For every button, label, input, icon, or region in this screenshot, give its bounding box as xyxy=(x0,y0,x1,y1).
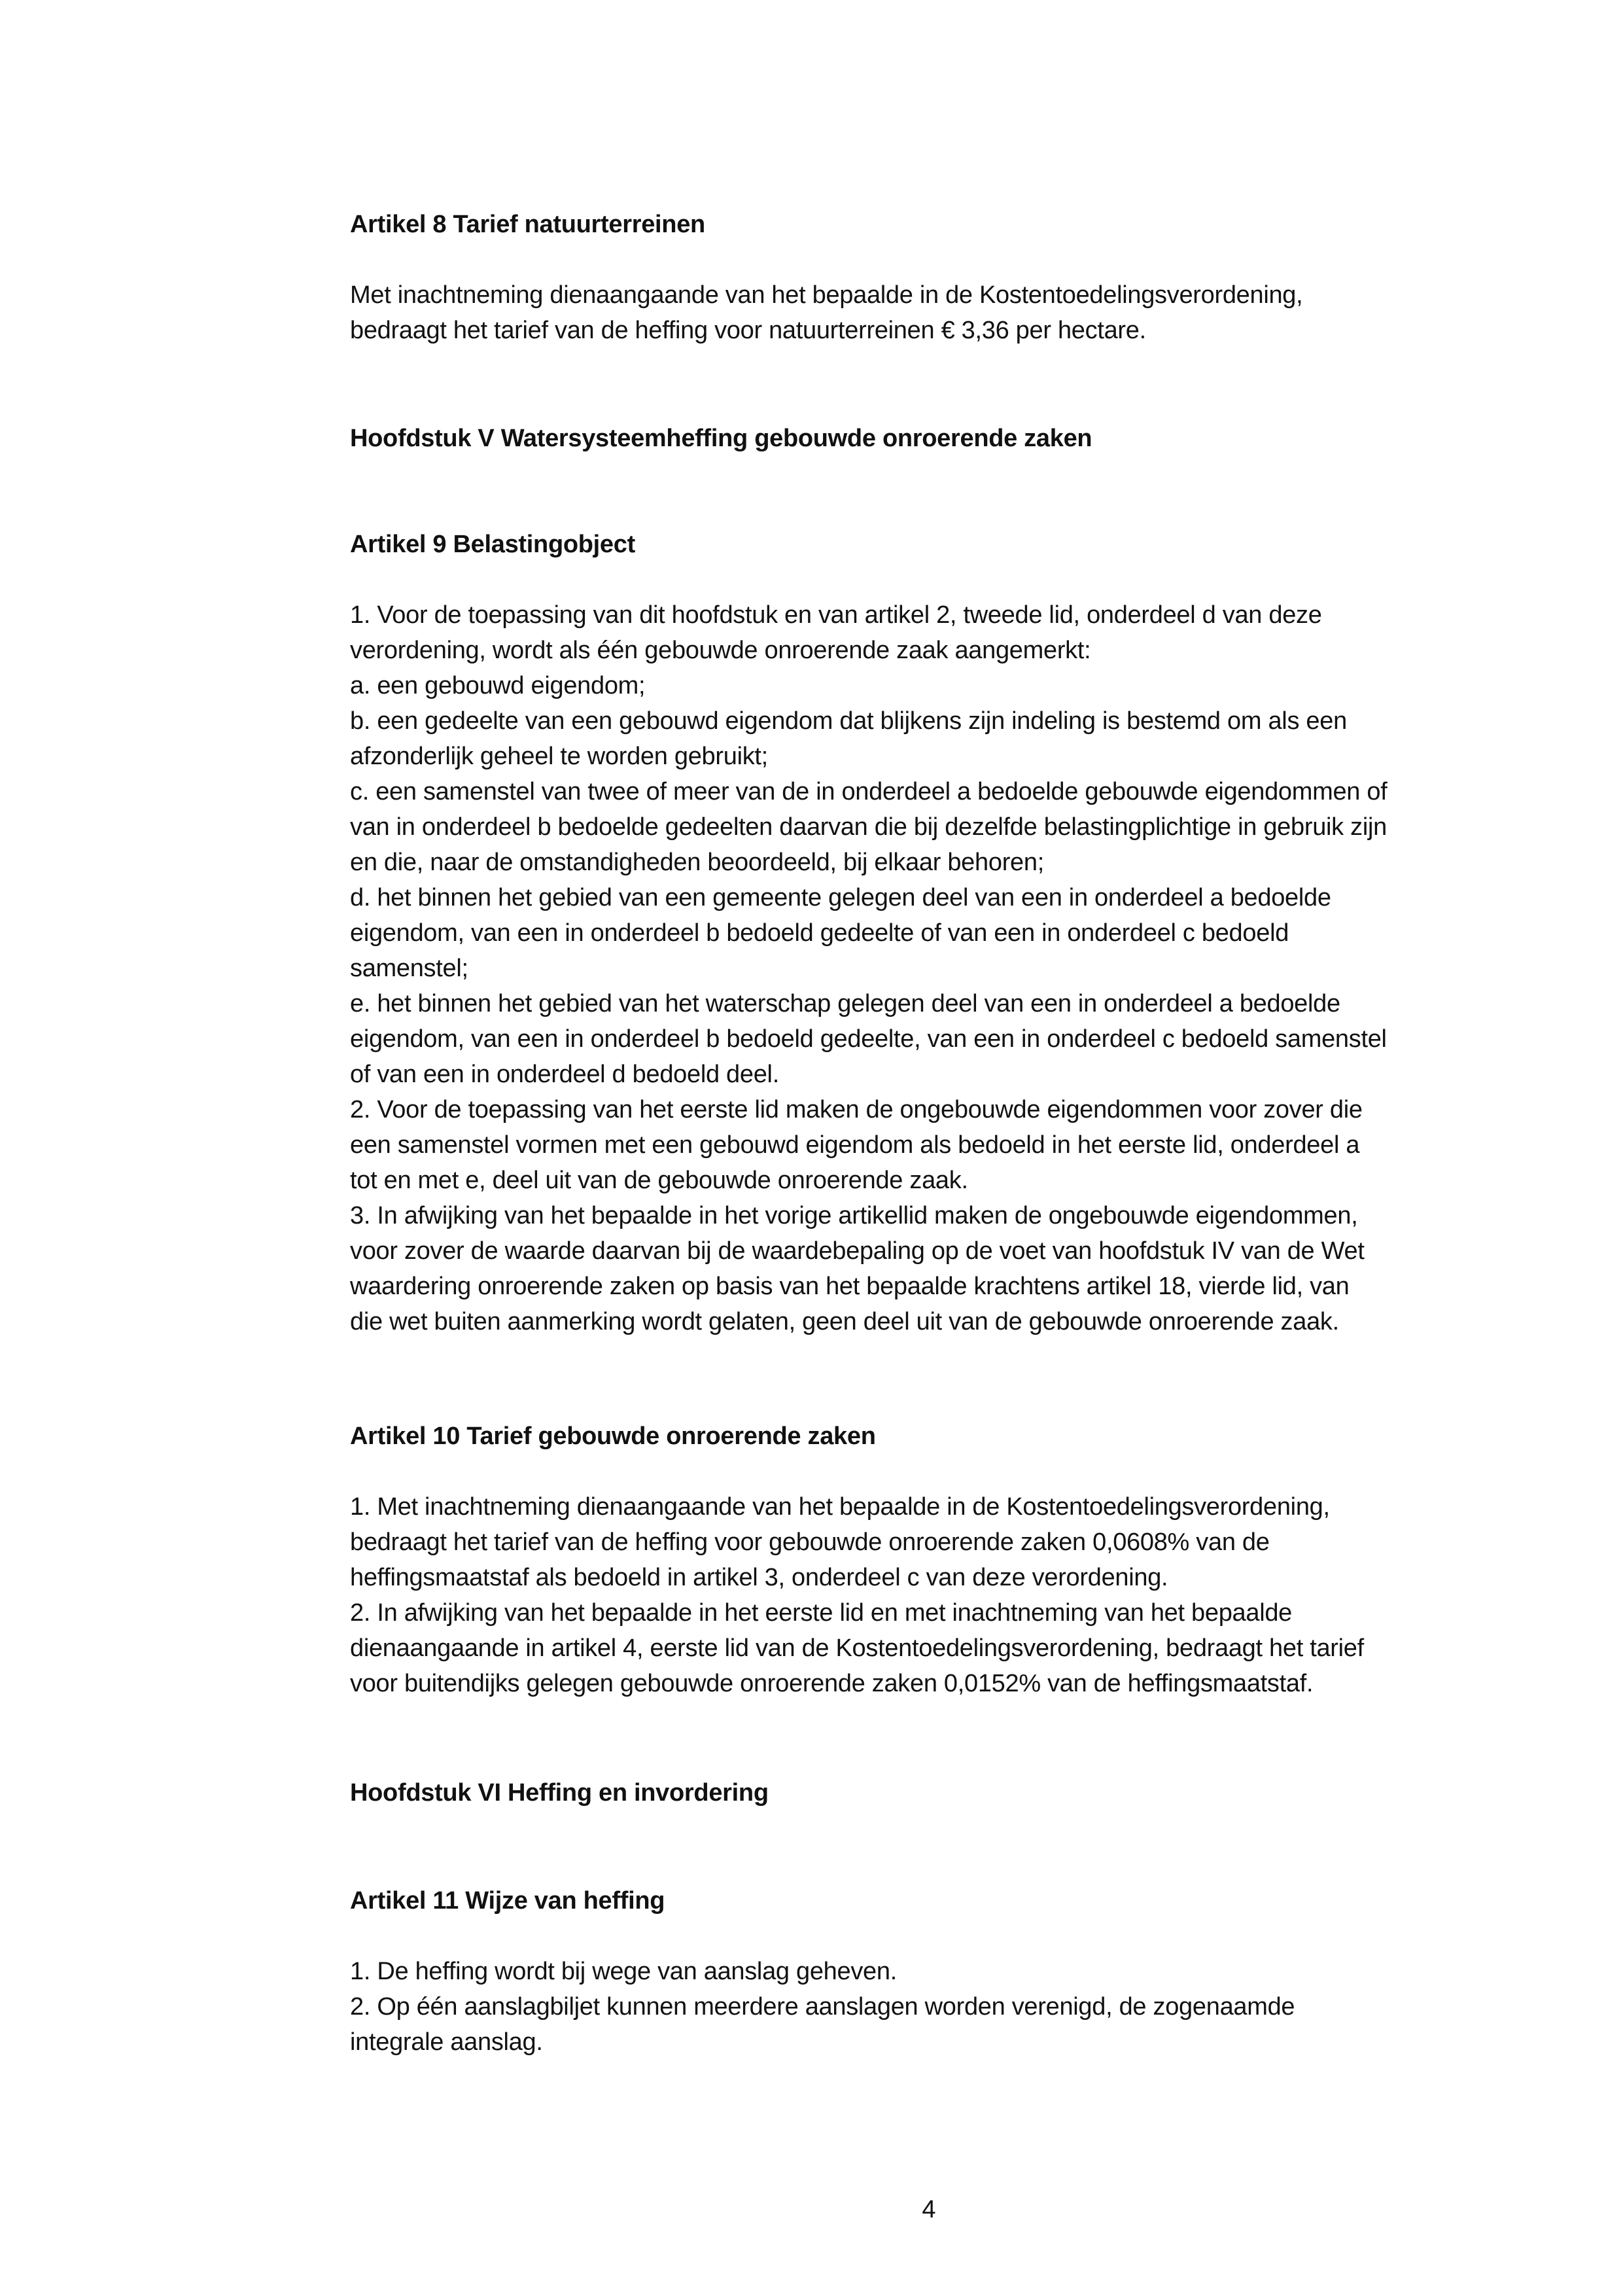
text-line: b. een gedeelte van een gebouwd eigendom dat blijkens zijn indeling is bestemd om als een xyxy=(350,707,1347,735)
text-line: 3. In afwijking van het bepaalde in het vorige artikellid maken de ongebouwde eigendommen, xyxy=(350,1202,1358,1229)
text-line: een samenstel vormen met een gebouwd eigendom als bedoeld in het eerste lid, onderdeel a xyxy=(350,1131,1360,1159)
text-line: die wet buiten aanmerking wordt gelaten, geen deel uit van de gebouwde onroerende zaak. xyxy=(350,1308,1339,1335)
text-line: a. een gebouwd eigendom; xyxy=(350,672,646,699)
text-line: en die, naar de omstandigheden beoordeeld, bij elkaar behoren; xyxy=(350,849,1044,876)
text-line: van in onderdeel b bedoelde gedeelten daarvan die bij dezelfde belastingplichtige in gebruik zijn xyxy=(350,813,1387,841)
text-line: 2. Voor de toepassing van het eerste lid maken de ongebouwde eigendommen voor zover die xyxy=(350,1096,1363,1123)
text-line: c. een samenstel van twee of meer van de in onderdeel a bedoelde gebouwde eigendommen of xyxy=(350,778,1387,805)
text-line: dienaangaande in artikel 4, eerste lid van de Kostentoedelingsverordening, bedraagt het tarief xyxy=(350,1634,1364,1662)
text-line: eigendom, van een in onderdeel b bedoeld gedeelte, van een in onderdeel c bedoeld samenstel xyxy=(350,1025,1387,1053)
text-line: samenstel; xyxy=(350,955,468,982)
text-line: voor zover de waarde daarvan bij de waardebepaling op de voet van hoofdstuk IV van de Wet xyxy=(350,1237,1365,1265)
text-line: d. het binnen het gebied van een gemeente gelegen deel van een in onderdeel a bedoelde xyxy=(350,884,1331,911)
text-line: e. het binnen het gebied van het waterschap gelegen deel van een in onderdeel a bedoelde xyxy=(350,990,1340,1017)
text-line: eigendom, van een in onderdeel b bedoeld gedeelte of van een in onderdeel c bedoeld xyxy=(350,919,1289,947)
article-9-body xyxy=(350,597,1527,1339)
article-8-heading: Artikel 8 Tarief natuurterreinen xyxy=(350,211,705,238)
text-line: verordening, wordt als één gebouwde onroerende zaak aangemerkt: xyxy=(350,637,1091,664)
text-line: bedraagt het tarief van de heffing voor gebouwde onroerende zaken 0,0608% van de xyxy=(350,1528,1270,1556)
text-line: voor buitendijks gelegen gebouwde onroerende zaken 0,0152% van de heffingsmaatstaf. xyxy=(350,1670,1314,1697)
text-line: 1. Met inachtneming dienaangaande van het bepaalde in de Kostentoedelingsverordening, xyxy=(350,1493,1330,1521)
text-line: Met inachtneming dienaangaande van het bepaalde in de Kostentoedelingsverordening, xyxy=(350,281,1303,309)
text-line: bedraagt het tarief van de heffing voor natuurterreinen € 3,36 per hectare. xyxy=(350,317,1146,344)
text-line: of van een in onderdeel d bedoeld deel. xyxy=(350,1061,779,1088)
text-line: afzonderlijk geheel te worden gebruikt; xyxy=(350,743,768,770)
text-line: tot en met e, deel uit van de gebouwde onroerende zaak. xyxy=(350,1167,968,1194)
text-line: integrale aanslag. xyxy=(350,2028,543,2056)
article-9-heading: Artikel 9 Belastingobject xyxy=(350,531,635,558)
article-10-heading: Artikel 10 Tarief gebouwde onroerende zaken xyxy=(350,1422,876,1450)
text-line: 1. Voor de toepassing van dit hoofdstuk en van artikel 2, tweede lid, onderdeel d van deze xyxy=(350,601,1322,629)
text-line: 1. De heffing wordt bij wege van aanslag geheven. xyxy=(350,1958,897,1985)
article-11-heading: Artikel 11 Wijze van heffing xyxy=(350,1887,665,1915)
text-line: 2. Op één aanslagbiljet kunnen meerdere aanslagen worden verenigd, de zogenaamde xyxy=(350,1993,1295,2021)
text-line: waardering onroerende zaken op basis van het bepaalde krachtens artikel 18, vierde lid, van xyxy=(350,1273,1350,1300)
article-8-body xyxy=(350,277,1527,348)
chapter-6-heading: Hoofdstuk VI Heffing en invordering xyxy=(350,1779,769,1807)
page-number: 4 xyxy=(922,2196,936,2223)
article-11-body xyxy=(350,1954,1527,2060)
chapter-5-heading: Hoofdstuk V Watersysteemheffing gebouwde onroerende zaken xyxy=(350,425,1092,452)
text-line: heffingsmaatstaf als bedoeld in artikel 3, onderdeel c van deze verordening. xyxy=(350,1564,1168,1591)
text-line: 2. In afwijking van het bepaalde in het eerste lid en met inachtneming van het bepaalde xyxy=(350,1599,1292,1627)
article-10-body xyxy=(350,1489,1527,1701)
